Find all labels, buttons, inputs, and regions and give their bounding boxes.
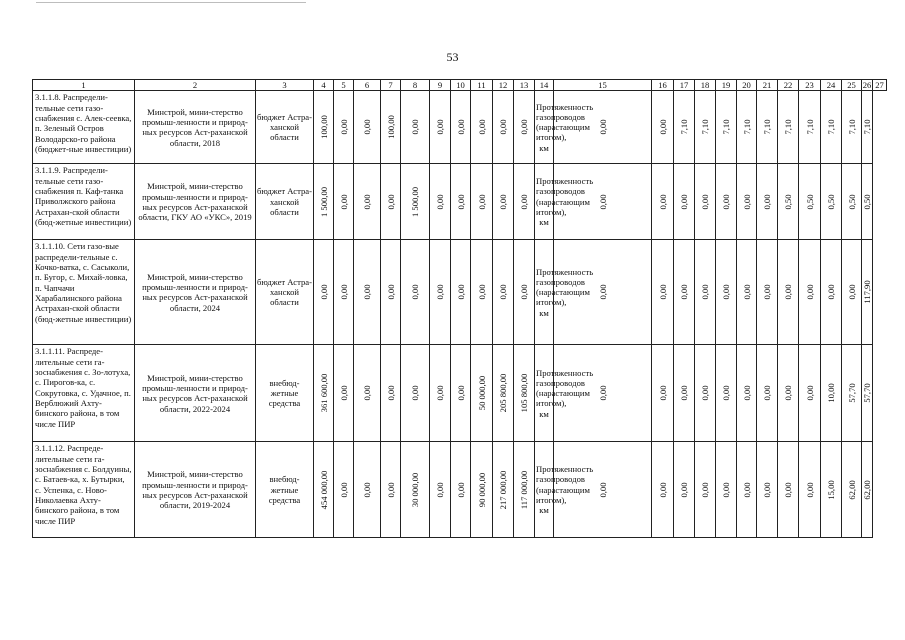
header-cell: 21 [757,80,778,91]
target-cell [821,240,842,345]
finance-cell [381,91,401,164]
finance-cell [451,442,471,538]
finance-cell-value: 90 000,00 [476,472,487,507]
finance-cell [354,442,381,538]
target-cell [716,164,737,240]
target-cell-value: 0,00 [657,385,668,401]
target-cell-value: 0,00 [804,482,815,498]
target-cell-value: 7,10 [804,119,815,135]
indicator-cell: Протяженность газопроводов (нарастающим итогом), км [535,164,554,240]
finance-cell [493,240,514,345]
finance-cell-value: 0,00 [361,194,372,210]
indicator-cell: Протяженность газопроводов (нарастающим итогом), км [535,240,554,345]
target-cell-value: 0,00 [741,284,752,300]
funding-source-cell: внебюд-жетные средства [256,442,314,538]
target-cell [652,91,674,164]
target-cell [737,164,757,240]
executor-cell: Минстрой, мини-стерство промыш-ленности и природ-ных ресурсов Аст-раханской области, 2022-2024 [135,345,256,442]
executor-cell: Минстрой, мини-стерство промыш-ленности и природ-ных ресурсов Аст-раханской области, 2019-2024 [135,442,256,538]
header-cell: 3 [256,80,314,91]
finance-cell-value: 0,00 [518,119,529,135]
target-cell [821,91,842,164]
finance-cell-value: 0,00 [497,119,508,135]
header-cell: 25 [842,80,862,91]
target-cell [799,240,821,345]
target-cell [737,240,757,345]
finance-cell [381,345,401,442]
finance-cell [334,442,354,538]
finance-cell-value: 0,00 [434,482,445,498]
target-cell-value: 15,00 [825,480,836,500]
finance-cell-value: 0,00 [338,482,349,498]
finance-cell [430,164,451,240]
target-cell-value: 0,00 [846,284,857,300]
target-cell-value: 117,90 [861,280,872,304]
funding-source-cell: бюджет Астра-ханской области [256,240,314,345]
target-cell-value: 0,00 [804,385,815,401]
target-cell-value: 0,00 [741,385,752,401]
finance-cell-value: 0,00 [518,194,529,210]
finance-cell-value: 205 800,00 [497,373,508,413]
finance-cell [401,91,430,164]
header-cell: 7 [381,80,401,91]
executor-cell: Минстрой, мини-стерство промыш-ленности и природ-ных ресурсов Аст-раханской области, ГКУ АО «УКС», 2019 [135,164,256,240]
target-cell [674,164,695,240]
finance-cell-value: 0,00 [409,385,420,401]
header-cell: 6 [354,80,381,91]
program-table [32,79,887,538]
finance-cell-value: 0,00 [338,194,349,210]
target-cell [821,442,842,538]
finance-cell-value: 217 000,00 [497,470,508,510]
target-cell-value: 0,00 [657,482,668,498]
header-cell: 27 [873,80,887,91]
finance-cell-value: 0,00 [409,119,420,135]
target-cell [674,240,695,345]
target-cell-value: 0,50 [846,194,857,210]
funding-source-cell: бюджет Астра-ханской области [256,164,314,240]
table-row [33,91,887,164]
header-cell: 9 [430,80,451,91]
finance-cell-value: 0,00 [385,284,396,300]
target-cell [716,345,737,442]
finance-cell [334,164,354,240]
target-cell [757,240,778,345]
target-cell-value: 62,00 [846,480,857,500]
target-cell [778,91,799,164]
target-cell-value: 7,10 [861,119,872,135]
header-cell: 20 [737,80,757,91]
target-cell [757,345,778,442]
page-number: 53 [446,50,459,64]
finance-cell-value: 100,00 [385,115,396,140]
target-cell [716,240,737,345]
target-cell-value: 0,00 [761,482,772,498]
target-cell [842,442,862,538]
target-cell [778,164,799,240]
target-cell [652,345,674,442]
target-cell-value: 7,10 [699,119,710,135]
finance-cell-value: 0,00 [361,119,372,135]
target-cell-value: 0,00 [678,482,689,498]
finance-cell-value: 1 500,00 [318,186,329,217]
finance-cell [401,442,430,538]
table-row [33,240,887,345]
finance-cell [471,91,493,164]
target-cell-value: 0,00 [657,194,668,210]
target-cell [799,91,821,164]
finance-cell [514,240,535,345]
finance-cell [514,345,535,442]
target-cell-value: 62,00 [861,480,872,500]
target-cell-value: 10,00 [825,383,836,403]
target-cell-value: 57,70 [846,383,857,403]
target-cell [716,91,737,164]
finance-cell-value: 0,00 [476,194,487,210]
finance-cell [334,91,354,164]
target-cell-value: 0,00 [741,482,752,498]
target-cell [652,240,674,345]
header-cell: 1 [33,80,135,91]
target-cell-value: 0,00 [741,194,752,210]
finance-cell-value: 0,00 [497,284,508,300]
target-cell-value: 0,00 [678,385,689,401]
target-cell-value: 0,00 [699,482,710,498]
target-cell [554,240,652,345]
finance-cell [493,164,514,240]
target-cell [757,164,778,240]
finance-cell-value: 0,00 [455,482,466,498]
finance-cell-value: 0,00 [385,385,396,401]
target-cell-value: 7,10 [720,119,731,135]
finance-cell-value: 30 000,00 [409,472,420,507]
finance-cell [381,442,401,538]
finance-cell [381,164,401,240]
finance-cell-value: 454 000,00 [318,470,329,510]
target-cell-value: 0,00 [720,284,731,300]
target-cell-value: 0,00 [782,482,793,498]
finance-cell-value: 0,00 [455,119,466,135]
executor-cell: Минстрой, мини-стерство промыш-ленности и природ-ных ресурсов Аст-раханской области, 2018 [135,91,256,164]
finance-cell [401,240,430,345]
finance-cell-value: 0,00 [497,194,508,210]
finance-cell [451,91,471,164]
table-row [33,164,887,240]
target-cell [737,442,757,538]
target-cell [842,91,862,164]
target-cell [695,442,716,538]
finance-cell [451,164,471,240]
target-cell [842,164,862,240]
finance-cell [401,164,430,240]
target-cell [862,91,873,164]
finance-cell [314,442,334,538]
target-cell [674,442,695,538]
finance-cell-value: 0,00 [434,119,445,135]
target-cell-value: 0,00 [597,119,608,135]
target-cell [652,164,674,240]
finance-cell [354,345,381,442]
target-cell-value: 7,10 [678,119,689,135]
target-cell [862,240,873,345]
finance-cell [514,164,535,240]
target-cell [695,240,716,345]
target-cell [778,240,799,345]
header-cell: 8 [401,80,430,91]
target-cell-value: 0,00 [597,194,608,210]
indicator-cell: Протяженность газопроводов (нарастающим итогом), км [535,442,554,538]
finance-cell-value: 0,00 [434,194,445,210]
header-cell: 4 [314,80,334,91]
target-cell [778,442,799,538]
target-cell-value: 0,50 [825,194,836,210]
target-cell [554,442,652,538]
finance-cell [354,91,381,164]
finance-cell-value: 0,00 [361,284,372,300]
target-cell [799,345,821,442]
finance-cell-value: 0,00 [434,385,445,401]
target-cell [554,91,652,164]
finance-cell [334,240,354,345]
header-cell: 5 [334,80,354,91]
target-cell [821,345,842,442]
measure-name: 3.1.1.11. Распреде-лительные сети га-зоснабжения с. Зо-лотуха, с. Пирогов-ка, с. Сокрутовка, с. Удачное, п. Верблюжий Ахту-бинского района, в том числе ПИР [33,345,135,442]
header-cell: 14 [535,80,554,91]
finance-cell-value: 1 500,00 [409,186,420,217]
finance-cell [314,164,334,240]
finance-cell-value: 0,00 [361,385,372,401]
target-cell [554,345,652,442]
finance-cell [354,240,381,345]
finance-cell-value: 0,00 [476,119,487,135]
finance-cell [493,442,514,538]
finance-cell [401,345,430,442]
finance-cell [430,345,451,442]
target-cell [695,164,716,240]
finance-cell [493,345,514,442]
finance-cell-value: 0,00 [434,284,445,300]
finance-cell [471,442,493,538]
header-cell: 15 [554,80,652,91]
target-cell-value: 0,50 [804,194,815,210]
finance-cell-value: 0,00 [518,284,529,300]
target-cell [695,345,716,442]
finance-cell [514,442,535,538]
target-cell [821,164,842,240]
target-cell [652,442,674,538]
target-cell [778,345,799,442]
target-cell [757,442,778,538]
finance-cell [354,164,381,240]
table-row [33,442,887,538]
target-cell [716,442,737,538]
target-cell-value: 0,00 [720,385,731,401]
target-cell-value: 0,00 [761,284,772,300]
finance-cell [430,91,451,164]
target-cell-value: 0,00 [782,284,793,300]
header-cell: 18 [695,80,716,91]
target-cell-value: 0,00 [699,385,710,401]
finance-cell [334,345,354,442]
finance-cell [430,442,451,538]
finance-cell-value: 117 000,00 [518,470,529,509]
target-cell-value: 0,00 [678,194,689,210]
header-cell: 22 [778,80,799,91]
target-cell-value: 0,00 [825,284,836,300]
finance-cell-value: 50 000,00 [476,376,487,411]
finance-cell [451,345,471,442]
target-cell-value: 0,00 [678,284,689,300]
header-cell: 10 [451,80,471,91]
header-cell: 12 [493,80,514,91]
header-cell: 23 [799,80,821,91]
finance-cell [381,240,401,345]
header-cell: 17 [674,80,695,91]
header-cell: 26 [862,80,872,90]
indicator-cell: Протяженность газопроводов (нарастающим итогом), км [535,91,554,164]
header-cell: 19 [716,80,737,91]
finance-cell-value: 0,00 [338,119,349,135]
finance-cell-value: 0,00 [338,284,349,300]
target-cell [862,442,873,538]
target-cell [737,91,757,164]
finance-cell-value: 0,00 [455,385,466,401]
finance-cell [314,345,334,442]
target-cell [799,164,821,240]
target-cell [842,345,862,442]
finance-cell-value: 0,00 [361,482,372,498]
finance-cell [471,164,493,240]
finance-cell-value: 0,00 [409,284,420,300]
finance-cell [514,91,535,164]
target-cell-value: 0,00 [597,385,608,401]
measure-name: 3.1.1.9. Распредели-тельные сети газо-снабжения п. Каф-танка Приволжского района Астрахан-ской области (бюд-жетные инвестиции) [33,164,135,240]
header-row [33,80,887,91]
target-cell [862,345,873,442]
indicator-cell: Протяженность газопроводов (нарастающим итогом), км [535,345,554,442]
target-cell [842,240,862,345]
target-cell-value: 7,10 [782,119,793,135]
target-cell-value: 0,00 [597,284,608,300]
measure-name: 3.1.1.8. Распредели-тельные сети газо-снабжения с. Алек-сеевка, п. Зеленый Остров Володарско-го района (бюджет-ные инвестиции) [33,91,135,164]
table-row [33,345,887,442]
finance-cell-value: 0,00 [385,194,396,210]
finance-cell-value: 0,00 [385,482,396,498]
finance-cell-value: 0,00 [455,284,466,300]
target-cell-value: 0,00 [720,482,731,498]
header-cell: 13 [514,80,535,91]
finance-cell-value: 0,00 [455,194,466,210]
executor-cell: Минстрой, мини-стерство промыш-ленности и природ-ных ресурсов Аст-раханской области, 2024 [135,240,256,345]
finance-cell-value: 105 800,00 [518,373,529,413]
finance-cell [471,345,493,442]
target-cell-value: 7,10 [846,119,857,135]
measure-name: 3.1.1.12. Распреде-лительные сети га-зоснабжения с. Болдуины, с. Батаев-ка, х. Бутырки, с. Успенка, с. Ново-Николаевка Ахту-бинского района, в том числе ПИР [33,442,135,538]
target-cell-value: 0,00 [657,119,668,135]
finance-cell [451,240,471,345]
finance-cell [493,91,514,164]
finance-cell [471,240,493,345]
target-cell [674,91,695,164]
target-cell-value: 0,50 [861,194,872,210]
target-cell-value: 0,00 [720,194,731,210]
finance-cell [314,240,334,345]
finance-cell-value: 0,00 [338,385,349,401]
target-cell [862,164,873,240]
header-cell: 16 [652,80,674,91]
target-cell [674,345,695,442]
target-cell-value: 0,00 [782,385,793,401]
finance-cell [314,91,334,164]
measure-name: 3.1.1.10. Сети газо-вые распредели-тельные с. Кочко-ватка, с. Сасыколи, п. Бугор, с. Михай-ловка, п. Чапчачи Харабалинского района Астрахан-ской области (бюд-жетные инвестиции) [33,240,135,345]
header-cell: 24 [821,80,842,91]
target-cell [757,91,778,164]
target-cell-value: 7,10 [741,119,752,135]
target-cell-value: 0,00 [597,482,608,498]
finance-cell [430,240,451,345]
target-cell-value: 0,50 [782,194,793,210]
top-rule [36,2,306,3]
target-cell-value: 7,10 [825,119,836,135]
target-cell-value: 57,70 [861,383,872,403]
target-cell [799,442,821,538]
header-cell: 11 [471,80,493,91]
target-cell-value: 0,00 [699,194,710,210]
target-cell-value: 0,00 [699,284,710,300]
header-cell: 2 [135,80,256,91]
target-cell-value: 0,00 [657,284,668,300]
finance-cell-value: 0,00 [476,284,487,300]
finance-cell-value: 0,00 [318,284,329,300]
funding-source-cell: внебюд-жетные средства [256,345,314,442]
finance-cell-value: 361 600,00 [318,373,329,413]
target-cell [554,164,652,240]
target-cell-value: 0,00 [804,284,815,300]
target-cell-value: 0,00 [761,385,772,401]
target-cell-value: 7,10 [761,119,772,135]
target-cell [737,345,757,442]
finance-cell-value: 100,00 [318,115,329,140]
target-cell [695,91,716,164]
funding-source-cell: бюджет Астра-ханской области [256,91,314,164]
target-cell-value: 0,00 [761,194,772,210]
